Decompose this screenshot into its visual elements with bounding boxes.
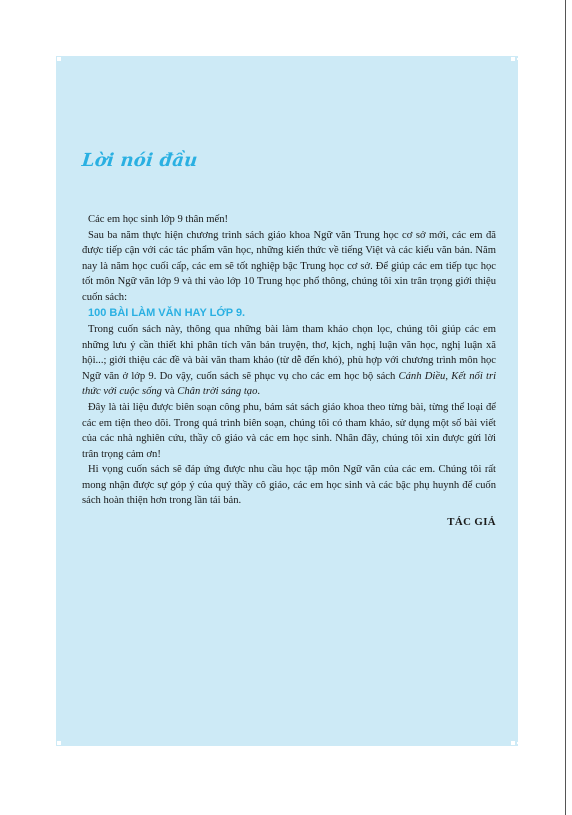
sentence-end: . [257, 386, 261, 398]
corner-ornament-icon [506, 52, 520, 66]
preface-body [82, 212, 496, 530]
corner-ornament-icon [52, 736, 66, 750]
paragraph-acknowledgement: Đây là tài liệu được biên soạn công phu, bám sát sách giáo khoa theo từng bài, từng thể loại để các em tiện theo dõi. Trong quá trình biên soạn, chúng tôi có tham khảo, sử dụng một số bài viết của các nhà nghiên cứu, thầy cô giáo và các em học sinh. Nhân đây, chúng tôi xin được gửi lời trân trọng cảm ơn! [82, 402, 496, 460]
paragraph-intro: Sau ba năm thực hiện chương trình sách giáo khoa Ngữ văn Trung học cơ sở mới, các em đã được tiếp cận với các tác phẩm văn học, những kiến thức về tiếng Việt và các kiểu văn bản. Năm nay là năm học cuối cấp, các em sẽ tốt nghiệp bậc Trung học cơ sở. Để giúp các em tiếp tục học tốt môn Ngữ văn lớp 9 và thi vào lớp 10 Trung học phổ thông, chúng tôi xin trân trọng giới thiệu cuốn sách: [82, 229, 496, 303]
corner-ornament-icon [506, 736, 520, 750]
paragraph-contents-text: Trong cuốn sách này, thông qua những bài làm tham khảo chọn lọc, chúng tôi giúp các em những lưu ý cần thiết khi phân tích văn bản truyện, thơ, kịch, nghị luận văn học, nghị luận xã hội...; giới thiệu các đề và bài văn tham khảo (từ dễ đến khó), phù hợp với chương trình môn học Ngữ văn ở lớp 9. Do vậy, cuốn sách sẽ phục vụ cho các em học bộ sách [82, 324, 496, 382]
greeting: Các em học sinh lớp 9 thân mến! [88, 214, 229, 225]
book-title: 100 BÀI LÀM VĂN HAY LỚP 9. [88, 307, 246, 320]
author-signature: TÁC GIẢ [447, 515, 496, 528]
series-name: Chân trời sáng tạo [177, 386, 258, 398]
page-edge [565, 0, 572, 815]
paragraph-closing: Hi vọng cuốn sách sẽ đáp ứng được nhu cầu học tập môn Ngữ văn của các em. Chúng tôi rất mong nhận được sự góp ý của quý thầy cô giáo, các em học sinh và các bậc phụ huynh để cuốn sách hoàn thiện hơn trong lần tái bản. [82, 464, 496, 507]
corner-ornament-icon [52, 52, 66, 66]
separator: và [161, 386, 178, 398]
series-name: Cánh Diều [398, 370, 446, 382]
page-title: Lời nói đầu [80, 150, 199, 171]
separator: , [445, 370, 452, 382]
series-name: Kết nối tri thức với cuộc sống [82, 370, 497, 398]
paragraph-contents [82, 322, 496, 400]
